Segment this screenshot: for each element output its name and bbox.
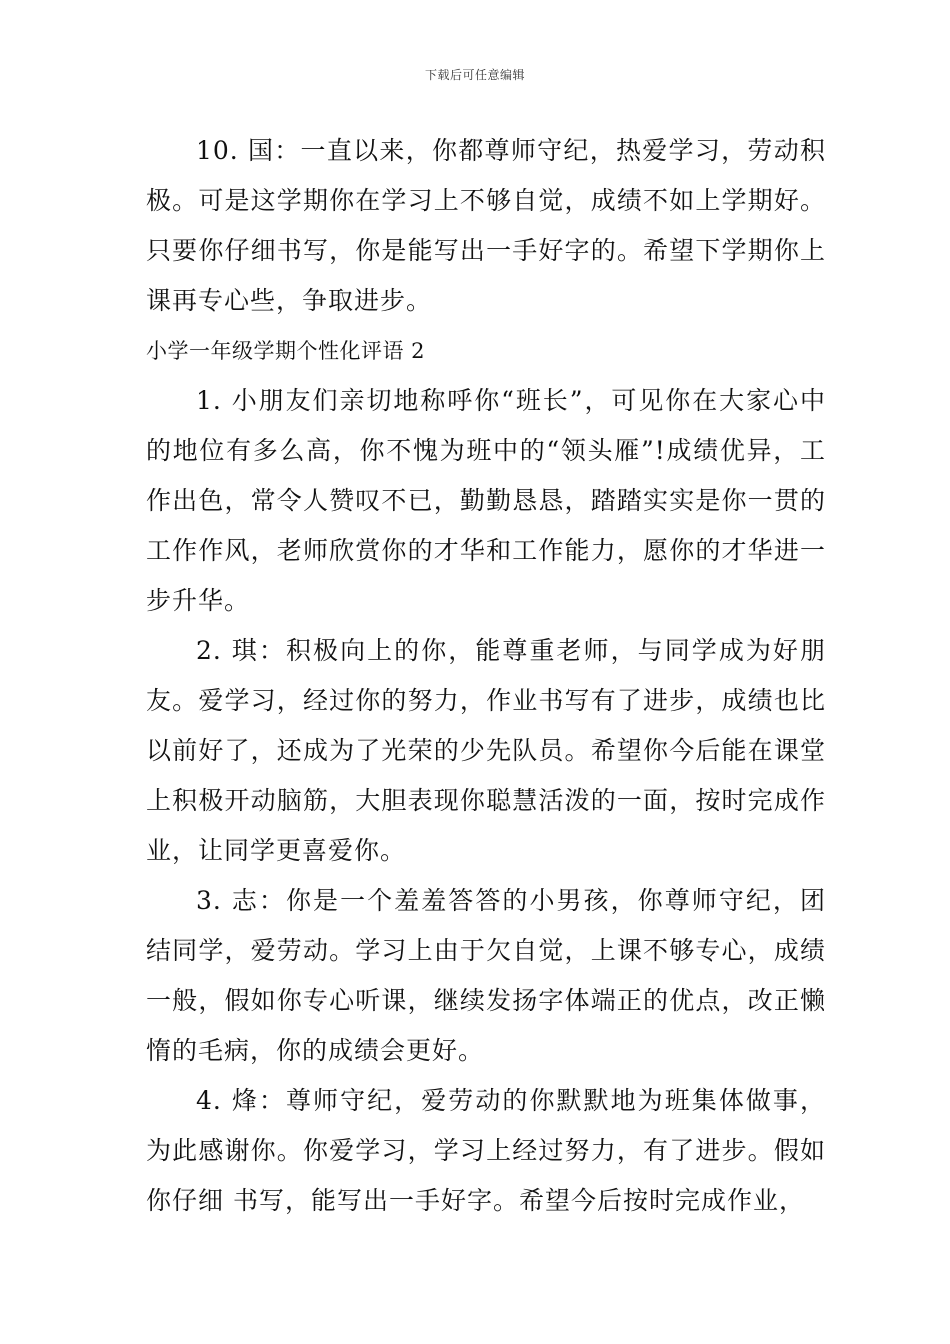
comment-paragraph-3: 3. 志：你是一个羞羞答答的小男孩，你尊师守纪，团结同学，爱劳动。学习上由于欠自觉，上课不够专心，成绩一般，假如你专心听课，继续发扬字体端正的优点，改正懒惰的毛病，你的成绩会更好。 xyxy=(146,886,826,1065)
section-title: 小学一年级学期个性化评语 2 xyxy=(146,339,426,363)
header-note: 下载后可任意编辑 xyxy=(424,68,525,82)
comment-paragraph-2: 2. 琪：积极向上的你，能尊重老师，与同学成为好朋友。爱学习，经过你的努力，作业书写有了进步，成绩也比以前好了，还成为了光荣的少先队员。希望你今后能在课堂上积极开动脑筋，大胆表现你聪慧活泼的一面，按时完成作业，让同学更喜爱你。 xyxy=(146,636,826,865)
comment-paragraph-4: 4. 烽：尊师守纪，爱劳动的你默默地为班集体做事，为此感谢你。你爱学习，学习上经过努力，有了进步。假如你仔细 书写，能写出一手好字。希望今后按时完成作业， xyxy=(146,1086,826,1215)
document-body xyxy=(146,126,826,1226)
comment-paragraph-1: 1. 小朋友们亲切地称呼你“班长”，可见你在大家心中的地位有多么高，你不愧为班中的“领头雁”!成绩优异，工作出色，常令人赞叹不已，勤勤恳恳，踏踏实实是你一贯的工作作风，老师欣赏你的才华和工作能力，愿你的才华进一步升华。 xyxy=(146,386,826,615)
comment-paragraph-10: 10. 国：一直以来，你都尊师守纪，热爱学习，劳动积极。可是这学期你在学习上不够自觉，成绩不如上学期好。只要你仔细书写，你是能写出一手好字的。希望下学期你上课再专心些，争取进步。 xyxy=(146,136,826,315)
